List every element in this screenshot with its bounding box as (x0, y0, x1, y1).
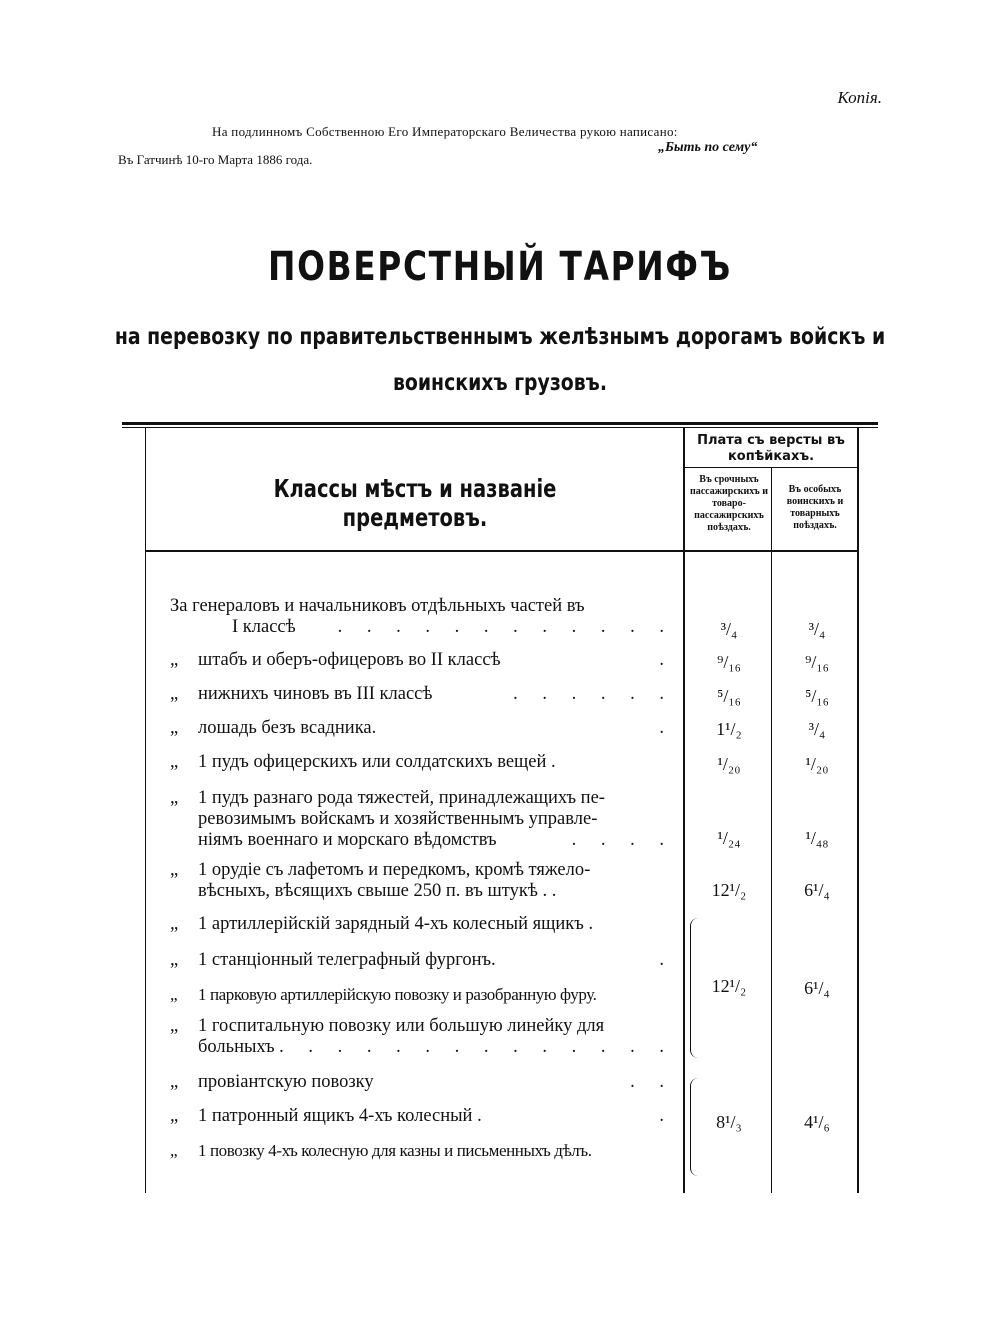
value-special: ⁹/₁₆ (805, 652, 829, 672)
table-top-rule (122, 422, 878, 425)
value-special: ⁵/₁₆ (805, 686, 829, 706)
value-special: ¹/₄₈ (805, 828, 829, 848)
table-top-rule-thin (122, 427, 878, 428)
price-header-rule (685, 467, 857, 468)
table-row-horse: „ лошадь безъ всадника. . (170, 718, 674, 738)
value-special: 4¹/₆ (804, 1112, 830, 1132)
value-express: 1¹/₂ (716, 719, 742, 739)
copy-mark: Копія. (837, 88, 882, 107)
table-row-belongings: „ 1 пудъ офицерскихъ или солдатскихъ вещей . (170, 752, 556, 772)
value-express: ¹/₂₄ (717, 828, 741, 848)
value-express: ⁹/₁₆ (717, 652, 741, 672)
row-text: За генераловъ и начальниковъ отдѣльныхъ частей въ (170, 596, 585, 616)
table-row-staff-officers: „ штабъ и оберъ-офицеровъ во II классѣ . (170, 650, 674, 670)
value-special: ³/₄ (808, 719, 826, 739)
column-header-special: Въ особыхъ воинскихъ и товарныхъ поѣздахъ. (786, 484, 844, 531)
value-express: 12¹/₂ (711, 976, 747, 996)
table-row-provision-wagon: „ провіантскую повозку . . (170, 1072, 674, 1092)
table-row-treasury-wagon: „ 1 повозку 4-хъ колесную для казны и письменныхъ дѣлъ. (170, 1141, 592, 1160)
imperial-note: На подлинномъ Собственною Его Императорскаго Величества рукою написано: (212, 124, 678, 139)
table-left-border (145, 428, 146, 1193)
table-row-park-wagon: „ 1 парковую артиллерійскую повозку и разобранную фуру. (170, 985, 597, 1004)
value-express: 8¹/₃ (716, 1112, 742, 1132)
table-divider-1 (683, 428, 685, 1193)
table-row-lower-ranks: „ нижнихъ чиновъ въ III классѣ . . . . . . (170, 684, 674, 704)
table-row-hospital-wagon: „ 1 госпитальную повозку или большую линейку для больныхъ . . . . . . . . . . . . . . (170, 1016, 674, 1057)
value-express: ⁵/₁₆ (717, 686, 741, 706)
value-special: 6¹/₄ (804, 880, 830, 900)
value-special: 6¹/₄ (804, 978, 830, 998)
table-right-border (857, 428, 859, 1193)
value-express: ¹/₂₀ (717, 754, 741, 774)
place-date: Въ Гатчинѣ 10-го Марта 1886 года. (118, 152, 313, 167)
value-special: ³/₄ (808, 619, 826, 639)
table-row-gun: „ 1 орудіе съ лафетомъ и передкомъ, кромѣ тяжело- вѣсныхъ, вѣсящихъ свыше 250 п. въ штукѣ . . (170, 860, 591, 901)
table-row-telegraph-wagon: „ 1 станціонный телеграфный фургонъ. . (170, 950, 674, 970)
imperial-resolution: „Быть по сему“ (658, 140, 758, 155)
value-express: ³/₄ (720, 619, 738, 639)
row-text: I классѣ . . . . . . . . . . . . (232, 617, 674, 637)
table-row-military-goods: „ 1 пудъ разнаго рода тяжестей, принадлежащихъ пе- ревозимымъ войскамъ и хозяйственнымъ управле- ніямъ военнаго и морскаго вѣдомствъ . . . . (170, 788, 674, 850)
table-row-ammo-box: „ 1 артиллерійскій зарядный 4-хъ колесный ящикъ . (170, 914, 594, 934)
table-row-generals (170, 596, 674, 638)
subtitle-line-2: воинскихъ грузовъ. (392, 370, 608, 396)
column-header-price: Плата съ версты въ копѣйкахъ. (697, 433, 845, 464)
table-row-cartridge-box: „ 1 патронный ящикъ 4-хъ колесный . . (170, 1106, 674, 1126)
page-title: ПОВЕРСТНЫЙ ТАРИФЪ (267, 244, 732, 290)
column-header-express: Въ срочныхъ пассажирскихъ и товаро-пассажирскихъ поѣздахъ. (689, 474, 768, 533)
value-express: 12¹/₂ (711, 880, 747, 900)
table-divider-2 (771, 468, 772, 1193)
value-special: ¹/₂₀ (805, 754, 829, 774)
subtitle-line-1: на перевозку по правительственнымъ желѣзнымъ дорогамъ войскъ и (114, 324, 886, 350)
column-header-classes: Классы мѣстъ и названіе предметовъ. (273, 474, 557, 532)
header-bottom-rule (146, 550, 858, 552)
